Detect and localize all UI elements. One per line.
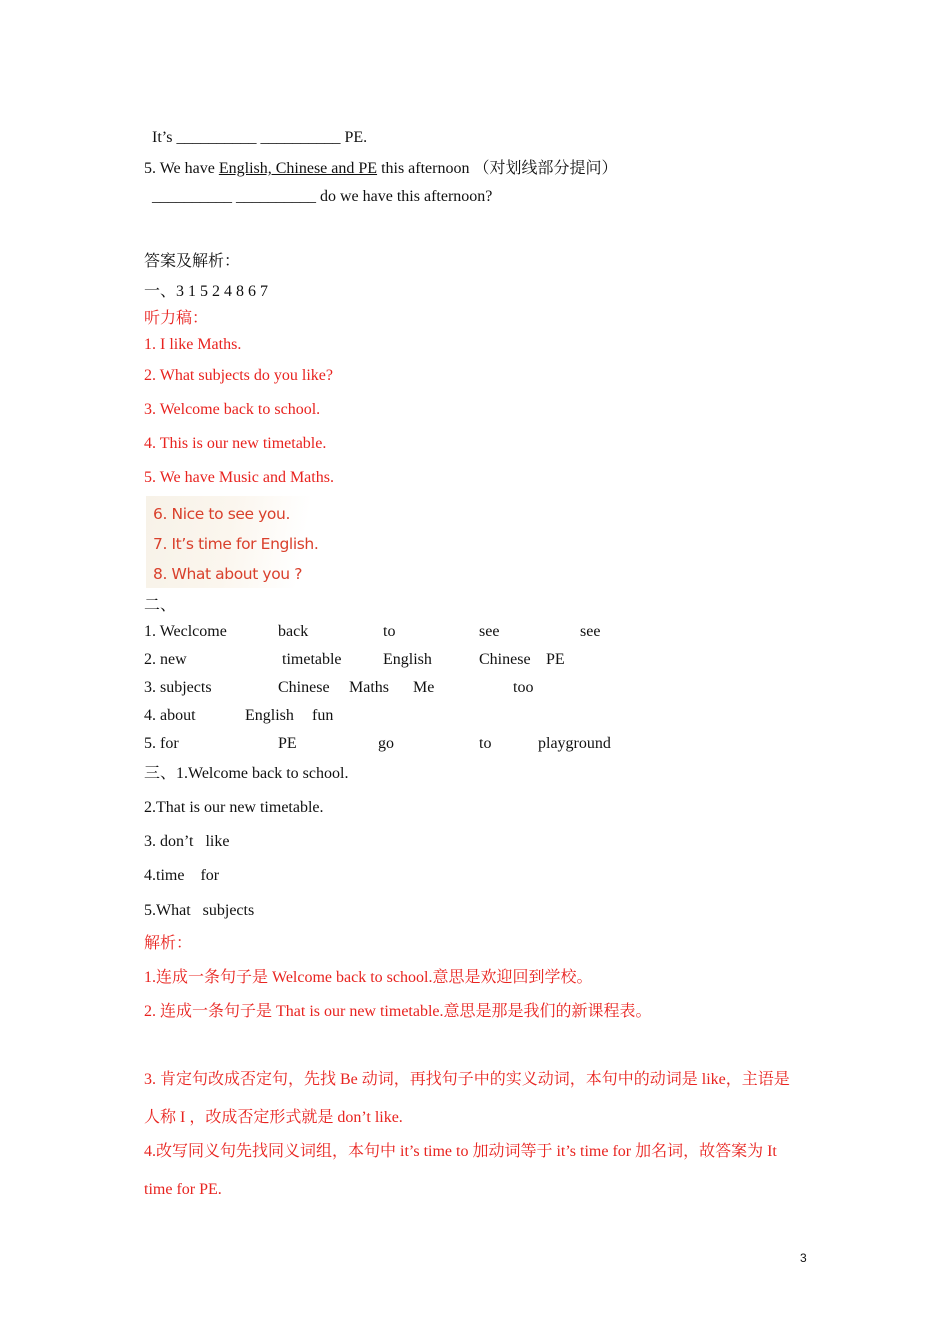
image-script-line: 7. It’s time for English.: [153, 535, 319, 553]
part2-cell: English: [383, 651, 432, 668]
part3-line: 4.time for: [144, 867, 220, 884]
analysis-item: 4.改写同义句先找同义词组，本句中 it’s time to 加动词等于 it’s time for 加名词，故答案为 It: [144, 1143, 777, 1160]
part2-cell: Chinese: [278, 679, 330, 696]
part2-cell: see: [479, 623, 500, 640]
analysis-title: 解析：: [144, 935, 193, 952]
page-number: 3: [800, 1251, 807, 1265]
part2-cell: too: [513, 679, 534, 696]
script-line: 5. We have Music and Maths.: [144, 469, 334, 486]
analysis-item: time for PE.: [144, 1181, 222, 1198]
script-line: 4. This is our new timetable.: [144, 435, 327, 452]
part3-line: 2.That is our new timetable.: [144, 799, 324, 816]
q5-suffix: this afternoon: [381, 160, 470, 177]
q5-answer-line: __________ __________ do we have this afternoon?: [152, 188, 493, 205]
analysis-item: 1.连成一条句子是 Welcome back to school.意思是欢迎回到学校。: [144, 969, 593, 986]
part2-cell: 5. for: [144, 735, 179, 752]
analysis-item: 3. 肯定句改成否定句，先找 Be 动词，再找句子中的实义动词，本句中的动词是 like，主语是: [144, 1071, 790, 1088]
part2-cell: Me: [413, 679, 435, 696]
script-line: 3. Welcome back to school.: [144, 401, 321, 418]
part2-cell: 4. about: [144, 707, 196, 724]
part2-cell: to: [479, 735, 492, 752]
part2-cell: PE: [278, 735, 297, 752]
q5-question: [144, 159, 618, 179]
part2-cell: playground: [538, 735, 611, 752]
part2-cell: timetable: [282, 651, 342, 668]
analysis-item: 人称 I ，改成否定形式就是 don’t like.: [144, 1109, 403, 1126]
part3-line: 三、1.Welcome back to school.: [144, 765, 349, 782]
q5-underlined: English, Chinese and PE: [218, 160, 378, 177]
q5-prefix: 5. We have: [144, 160, 215, 177]
part2-cell: fun: [312, 707, 334, 724]
part1-answers: 一、3 1 5 2 4 8 6 7: [144, 283, 269, 300]
part3-line: 3. don’t like: [144, 833, 230, 850]
script-line: 2. What subjects do you like?: [144, 367, 333, 384]
q5-note: （对划线部分提问）: [473, 160, 618, 177]
script-title: 听力稿：: [144, 310, 209, 327]
part2-cell: 3. subjects: [144, 679, 212, 696]
script-image: [146, 496, 326, 588]
image-script-line: 8. What about you ?: [153, 565, 303, 583]
part2-cell: English: [245, 707, 294, 724]
part2-cell: to: [383, 623, 396, 640]
analysis-item: 2. 连成一条句子是 That is our new timetable.意思是那是我们的新课程表。: [144, 1003, 652, 1020]
part2-cell: go: [378, 735, 394, 752]
part2-cell: 2. new: [144, 651, 187, 668]
part2-cell: Chinese: [479, 651, 531, 668]
part2-cell: PE: [546, 651, 565, 668]
image-script-line: 6. Nice to see you.: [153, 505, 290, 523]
q4-answer-line: It’s __________ __________ PE.: [152, 129, 368, 146]
part2-label: 二、: [144, 597, 177, 614]
part2-cell: see: [580, 623, 601, 640]
part2-cell: Maths: [349, 679, 389, 696]
part2-cell: 1. Weclcome: [144, 623, 227, 640]
part2-cell: back: [278, 623, 309, 640]
script-line: 1. I like Maths.: [144, 336, 242, 353]
answers-title: 答案及解析：: [144, 253, 241, 270]
part3-line: 5.What subjects: [144, 902, 255, 919]
